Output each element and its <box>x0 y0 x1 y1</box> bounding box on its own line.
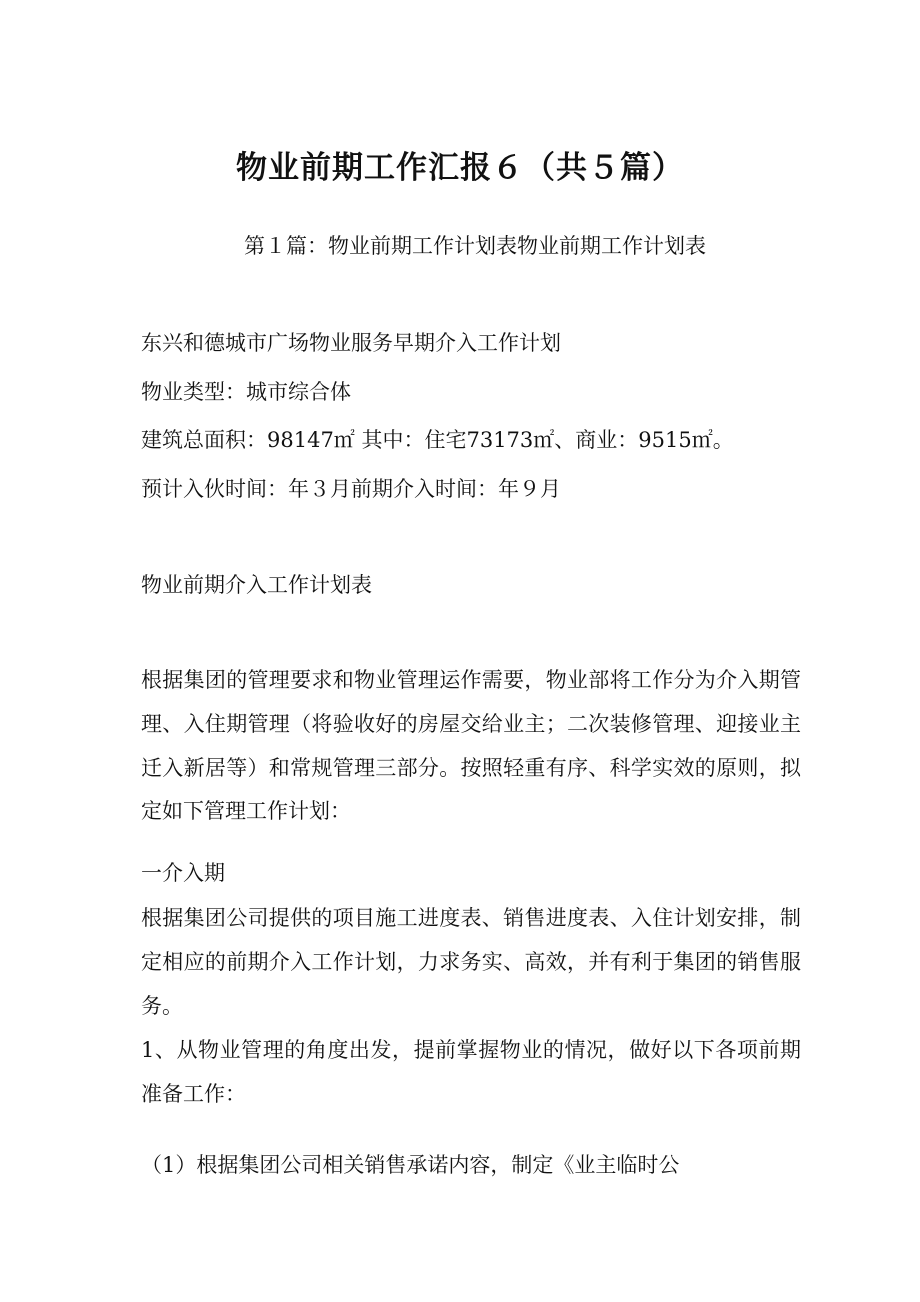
section-1-paragraph: 根据集团公司提供的项目施工进度表、销售进度表、入住计划安排，制定相应的前期介入工作计划，力求务实、高效，并有利于集团的销售服务。 <box>141 906 801 1018</box>
intro-paragraph: 根据集团的管理要求和物业管理运作需要，物业部将工作分为介入期管理、入住期管理（将验收好的房屋交给业主；二次装修管理、迎接业主迁入新居等）和常规管理三部分。按照轻重有序、科学实效的原则，拟定如下管理工作计划： <box>141 668 801 824</box>
section-1-heading: 一介入期 <box>141 861 225 885</box>
property-type: 物业类型：城市综合体 <box>141 380 351 404</box>
document-title: 物业前期工作汇报６（共５篇） <box>236 150 684 186</box>
project-name: 东兴和德城市广场物业服务早期介入工作计划 <box>141 331 561 355</box>
item-1-1: （1）根据集团公司相关销售承诺内容，制定《业主临时公 <box>141 1153 680 1177</box>
schedule-info: 预计入伙时间：年３月前期介入时间：年９月 <box>141 477 561 501</box>
table-heading: 物业前期介入工作计划表 <box>141 573 372 597</box>
document-subtitle: 第１篇：物业前期工作计划表物业前期工作计划表 <box>244 234 706 258</box>
item-1: 1、从物业管理的角度出发，提前掌握物业的情况，做好以下各项前期准备工作： <box>141 1038 801 1106</box>
building-area: 建筑总面积：98147㎡ 其中：住宅73173㎡、商业：9515㎡。 <box>141 428 734 452</box>
